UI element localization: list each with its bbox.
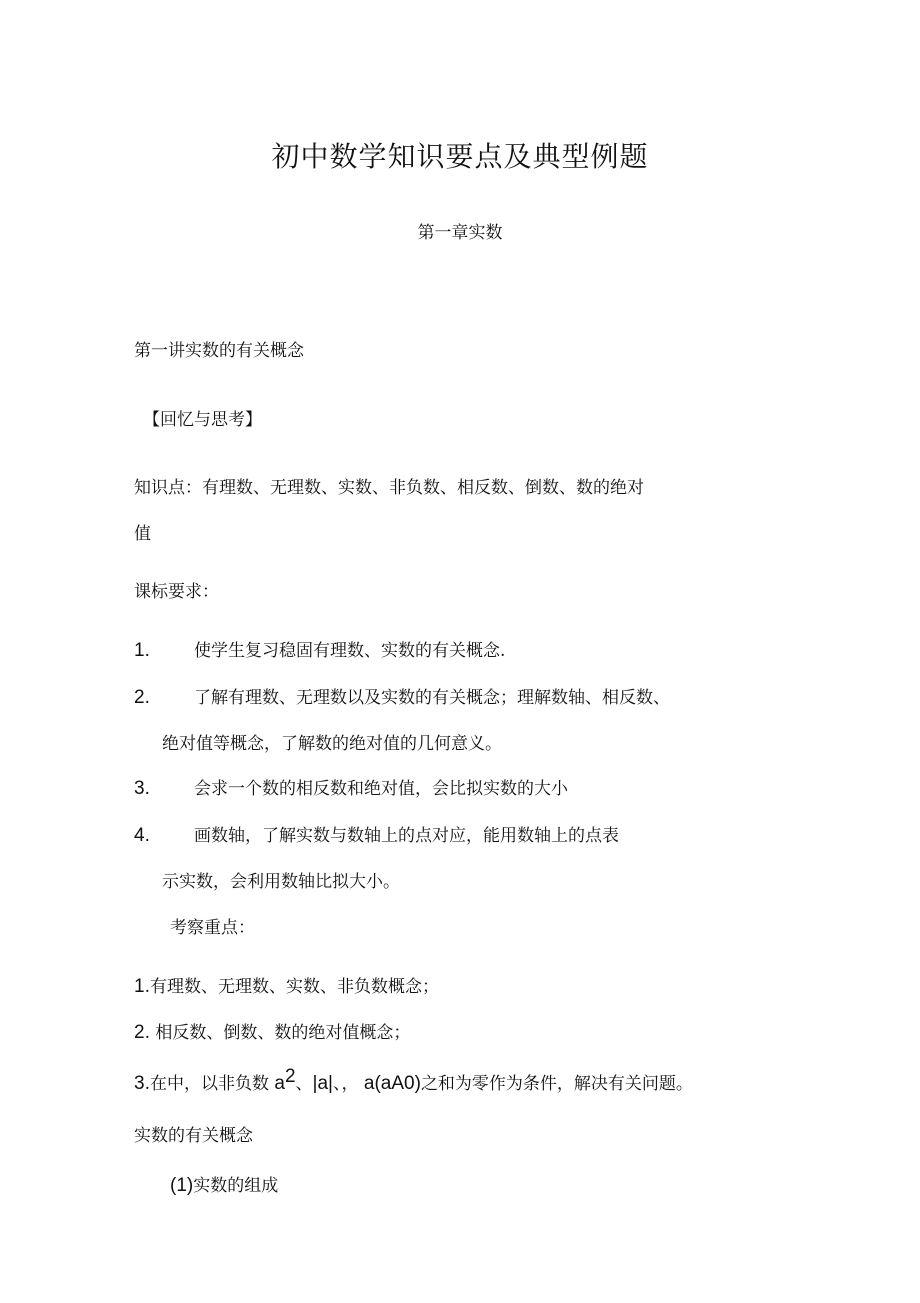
requirement-number: 3.: [134, 778, 150, 799]
document-title: 初中数学知识要点及典型例题: [271, 140, 649, 173]
focus-item: [134, 1023, 410, 1043]
focus-item: [134, 1066, 693, 1094]
focus-item-text: 之和为零作为条件，解决有关问题。: [420, 1074, 693, 1094]
subsection-number: (1): [170, 1175, 194, 1196]
focus-item: [134, 977, 439, 997]
requirement-text: 会求一个数的相反数和绝对值，会比拟实数的大小: [194, 779, 568, 799]
focus-item-number: 1: [134, 976, 145, 997]
requirement-number: 1.: [134, 640, 150, 661]
requirement-number: 4.: [134, 825, 150, 846]
focus-item-text: 、: [295, 1074, 313, 1094]
focus-item-text: 、，: [333, 1074, 364, 1094]
focus-item-text: .在中，以非负数: [144, 1074, 275, 1094]
requirement-text: 了解有理数、无理数以及实数的有关概念；理解数轴、相反数、: [194, 688, 670, 708]
math-expression: a(aA0): [363, 1073, 421, 1094]
focus-item-number: 2: [134, 1022, 145, 1043]
requirement-text-continuation: 示实数，会利用数轴比拟大小。: [162, 872, 400, 892]
math-expression: a: [274, 1073, 285, 1094]
subsection-text: 实数的组成: [193, 1176, 279, 1196]
focus-item-text: . 相反数、倒数、数的绝对值概念；: [144, 1023, 411, 1043]
focus-item-text: .有理数、无理数、实数、非负数概念；: [144, 977, 439, 997]
focus-item-number: 3: [134, 1073, 145, 1094]
requirement-number: 2.: [134, 687, 150, 708]
knowledge-points: 知识点：有理数、无理数、实数、非负数、相反数、倒数、数的绝对: [134, 478, 644, 498]
requirements-heading: 课标要求：: [134, 582, 219, 602]
knowledge-points-continuation: 值: [134, 524, 151, 544]
subsection-heading: [170, 1176, 278, 1196]
requirement-text: 使学生复习稳固有理数、实数的有关概念.: [194, 641, 506, 661]
chapter-heading: 第一章实数: [417, 223, 503, 243]
recall-heading: 【回忆与思考】: [143, 410, 262, 430]
requirement-text: 画数轴，了解实数与数轴上的点对应，能用数轴上的点表: [194, 826, 619, 846]
focus-heading: 考察重点：: [170, 918, 255, 938]
section-heading: 实数的有关概念: [134, 1126, 253, 1146]
math-expression: |a|: [312, 1073, 333, 1094]
math-superscript: 2: [284, 1066, 296, 1087]
lecture-heading: 第一讲实数的有关概念: [134, 341, 304, 361]
requirement-text-continuation: 绝对值等概念，了解数的绝对值的几何意义。: [162, 734, 502, 754]
